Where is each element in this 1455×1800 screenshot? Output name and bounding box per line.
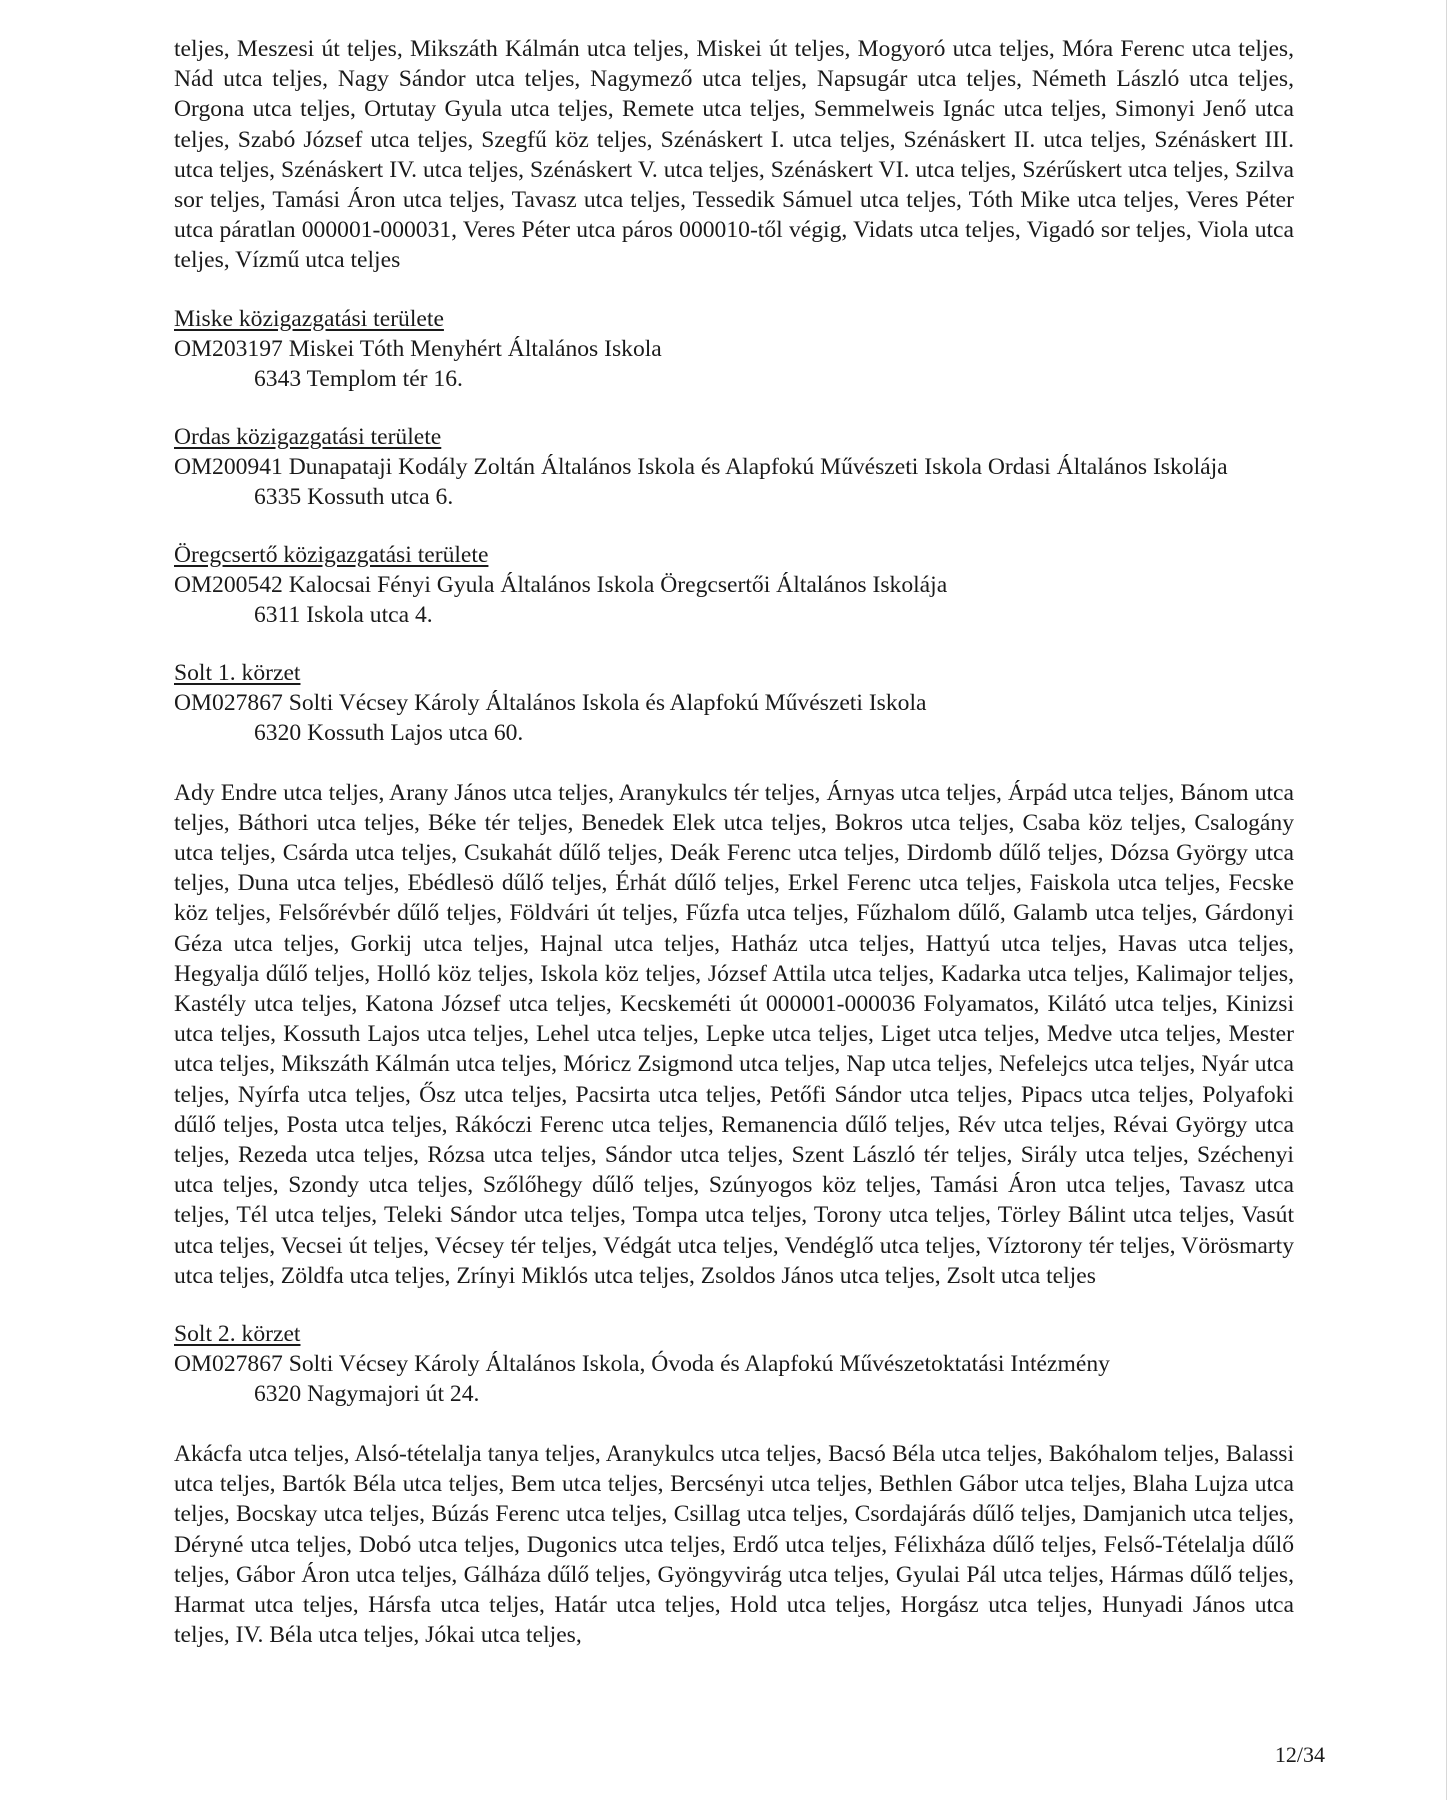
school-name: OM200542 Kalocsai Fényi Gyula Általános Iskola Öregcsertői Általános Iskolája: [174, 571, 948, 598]
school-address: 6320 Nagymajori út 24.: [254, 1381, 480, 1408]
section-title: Solt 1. körzet: [174, 659, 301, 686]
section-oregcserto: [174, 540, 1294, 630]
scan-edge: [1446, 0, 1447, 1800]
school-address: 6335 Kossuth utca 6.: [254, 483, 454, 510]
section-solt-1: [174, 658, 1294, 1291]
street-list: Ady Endre utca teljes, Arany János utca teljes, Aranykulcs tér teljes, Árnyas utca teljes, Árpád utca teljes, Bánom utca teljes, Báthori utca teljes, Béke tér teljes, Benedek Elek utca teljes, Bokros utca teljes, Csaba köz teljes, Csalogány utca teljes, Csárda utca teljes, Csukahát dűlő teljes, Deák Ferenc utca teljes, Dirdomb dűlő teljes, Dózsa György utca teljes, Duna utca teljes, Ebédlesö dűlő teljes, Érhát dűlő teljes, Erkel Ferenc utca teljes, Faiskola utca teljes, Fecske köz teljes, Felsőrévbér dűlő teljes, Földvári út teljes, Fűzfa utca teljes, Fűzhalom dűlő, Galamb utca teljes, Gárdonyi Géza utca teljes, Gorkij utca teljes, Hajnal utca teljes, Hatház utca teljes, Hattyú utca teljes, Havas utca teljes, Hegyalja dűlő teljes, Holló köz teljes, Iskola köz teljes, József Attila utca teljes, Kadarka utca teljes, Kalimajor teljes, Kastély utca teljes, Katona József utca teljes, Kecskeméti út 000001-000036 Folyamatos, Kilátó utca teljes, Kinizsi utca teljes, Kossuth Lajos utca teljes, Lehel utca teljes, Lepke utca teljes, Liget utca teljes, Medve utca teljes, Mester utca teljes, Mikszáth Kálmán utca teljes, Móricz Zsigmond utca teljes, Nap utca teljes, Nefelejcs utca teljes, Nyár utca teljes, Nyírfa utca teljes, Ősz utca teljes, Pacsirta utca teljes, Petőfi Sándor utca teljes, Pipacs utca teljes, Polyafoki dűlő teljes, Posta utca teljes, Rákóczi Ferenc utca teljes, Remanencia dűlő teljes, Rév utca teljes, Révai György utca teljes, Rezeda utca teljes, Rózsa utca teljes, Sándor utca teljes, Szent László tér teljes, Sirály utca teljes, Széchenyi utca teljes, Szondy utca teljes, Szőlőhegy dűlő teljes, Szúnyogos köz teljes, Tamási Áron utca teljes, Tavasz utca teljes, Tél utca teljes, Teleki Sándor utca teljes, Tompa utca teljes, Torony utca teljes, Törley Bálint utca teljes, Vasút utca teljes, Vecsei út teljes, Vécsey tér teljes, Védgát utca teljes, Vendéglő utca teljes, Víztorony tér teljes, Vörösmarty utca teljes, Zöldfa utca teljes, Zrínyi Miklós utca teljes, Zsoldos János utca teljes, Zsolt utca teljes: [174, 779, 1294, 1289]
school-address: 6343 Templom tér 16.: [254, 365, 463, 392]
section-solt-2: [174, 1319, 1294, 1650]
page-number: 12/34: [1274, 1742, 1325, 1767]
school-address: 6320 Kossuth Lajos utca 60.: [254, 719, 524, 746]
school-name: OM027867 Solti Vécsey Károly Általános Iskola, Óvoda és Alapfokú Művészetoktatási Intézmény: [174, 1351, 1110, 1378]
school-name: OM027867 Solti Vécsey Károly Általános Iskola és Alapfokú Művészeti Iskola: [174, 689, 927, 716]
school-name: OM200941 Dunapataji Kodály Zoltán Általános Iskola és Alapfokú Művészeti Iskola Ordasi Általános Iskolája: [174, 453, 1228, 480]
intro-street-list: teljes, Meszesi út teljes, Mikszáth Kálmán utca teljes, Miskei út teljes, Mogyoró utca teljes, Móra Ferenc utca teljes, Nád utca teljes, Nagy Sándor utca teljes, Nagymező utca teljes, Napsugár utca teljes, Németh László utca teljes, Orgona utca teljes, Ortutay Gyula utca teljes, Remete utca teljes, Semmelweis Ignác utca teljes, Simonyi Jenő utca teljes, Szabó József utca teljes, Szegfű köz teljes, Szénáskert I. utca teljes, Szénáskert II. utca teljes, Szénáskert III. utca teljes, Szénáskert IV. utca teljes, Szénáskert V. utca teljes, Szénáskert VI. utca teljes, Szérűskert utca teljes, Szilva sor teljes, Tamási Áron utca teljes, Tavasz utca teljes, Tessedik Sámuel utca teljes, Tóth Mike utca teljes, Veres Péter utca páratlan 000001-000031, Veres Péter utca páros 000010-től végig, Vidats utca teljes, Vigadó sor teljes, Viola utca teljes, Vízmű utca teljes: [174, 36, 1294, 274]
section-title: Ordas közigazgatási területe: [174, 423, 442, 450]
section-miske: [174, 304, 1294, 394]
section-title: Solt 2. körzet: [174, 1321, 301, 1348]
section-title: Miske közigazgatási területe: [174, 305, 444, 332]
street-list: Akácfa utca teljes, Alsó-tételalja tanya teljes, Aranykulcs utca teljes, Bacsó Béla utca teljes, Bakóhalom teljes, Balassi utca teljes, Bartók Béla utca teljes, Bem utca teljes, Bercsényi utca teljes, Bethlen Gábor utca teljes, Blaha Lujza utca teljes, Bocskay utca teljes, Búzás Ferenc utca teljes, Csillag utca teljes, Csordajárás dűlő teljes, Damjanich utca teljes, Déryné utca teljes, Dobó utca teljes, Dugonics utca teljes, Erdő utca teljes, Félixháza dűlő teljes, Felső-Tételalja dűlő teljes, Gábor Áron utca teljes, Gálháza dűlő teljes, Gyöngyvirág utca teljes, Gyulai Pál utca teljes, Hármas dűlő teljes, Harmat utca teljes, Hársfa utca teljes, Határ utca teljes, Hold utca teljes, Horgász utca teljes, Hunyadi János utca teljes, IV. Béla utca teljes, Jókai utca teljes,: [174, 1441, 1294, 1649]
document-page: [174, 34, 1294, 1651]
section-title: Öregcsertő közigazgatási területe: [174, 541, 489, 568]
school-name: OM203197 Miskei Tóth Menyhért Általános Iskola: [174, 335, 662, 362]
section-ordas: [174, 422, 1294, 512]
school-address: 6311 Iskola utca 4.: [254, 601, 433, 628]
